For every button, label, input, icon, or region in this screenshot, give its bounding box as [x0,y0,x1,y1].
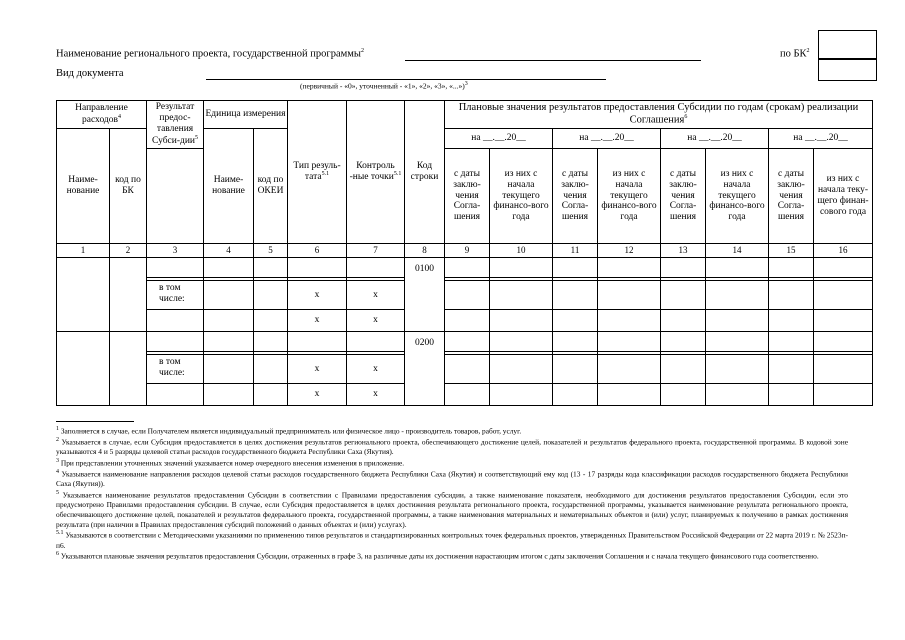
cell[interactable] [490,281,553,310]
cell[interactable] [598,281,661,310]
footnote-5-1: $^{5.1}$ Указываются в соответствии с Методическими указаниями по применению типов результатов и стандартизированных контрольных точек федеральных проектов, утвержденных Правительством Российской Федерации от 22 марта 2019 г. № 2523п-п6. [56,530,848,550]
doc-type-field[interactable] [206,79,606,80]
cell[interactable] [553,281,598,310]
cell[interactable] [147,332,204,352]
col-num: 9 [445,244,490,258]
cell[interactable] [553,258,598,278]
x-mark: x [347,281,405,310]
col-num: 10 [490,244,553,258]
cell[interactable] [706,258,769,278]
cell[interactable] [288,332,347,352]
since-agreement-header: с даты заклю-чения Согла-шения [445,149,490,244]
footnote-3: $^3$ При представлении уточненных значений указывается номер очередного внесения изменения в приложение. [56,458,405,468]
cell[interactable] [204,332,254,352]
col-num: 8 [405,244,445,258]
cell[interactable] [661,310,706,332]
footnotes [56,425,848,561]
cell[interactable] [706,384,769,406]
since-agreement-header: с даты заклю-чения Согла-шения [553,149,598,244]
cell[interactable] [204,281,254,310]
cell[interactable] [254,258,288,278]
row-code-cell: 0100 [405,258,445,332]
cell[interactable] [598,258,661,278]
col-num: 3 [147,244,204,258]
including-label: в том числе: [147,355,204,384]
since-agreement-header: с даты заклю-чения Согла-шения [661,149,706,244]
cell[interactable] [445,384,490,406]
col-num: 7 [347,244,405,258]
cell[interactable] [814,384,873,406]
cell[interactable] [553,310,598,332]
cell[interactable] [814,281,873,310]
cell[interactable] [445,332,490,352]
doc-type-code-box[interactable] [818,58,877,81]
cell[interactable] [769,281,814,310]
since-agreement-header: с даты заклю-чения Согла-шения [769,149,814,244]
cell[interactable] [814,332,873,352]
cell[interactable] [204,258,254,278]
direction-header: Направление расходов$^4$ [57,101,147,129]
cell[interactable] [769,310,814,332]
table-row [57,332,873,352]
col-num: 1 [57,244,110,258]
cell[interactable] [706,281,769,310]
footnote-4: $^4$ Указывается наименование направления расходов целевой статьи расходов государственного бюджета Республики Саха (Якутия) и соответствующий ему код (13 - 17 разряды кода классификации расходов государственного бюджета Республики Саха (Якутия)). [56,469,848,489]
cell[interactable] [661,384,706,406]
cell[interactable] [490,258,553,278]
footnote-1: $^1$ Заполняется в случае, если Получателем является индивидуальный предприниматель или физическое лицо - производитель товаров, работ, услуг. [56,426,522,436]
unit-name-header: Наиме-нование [204,129,254,244]
cell[interactable] [706,355,769,384]
cell[interactable] [204,355,254,384]
date-column-1: на __.__.20__ [445,129,553,149]
date-column-2: на __.__.20__ [553,129,661,149]
cell[interactable] [445,355,490,384]
cell[interactable] [445,310,490,332]
cell[interactable] [347,258,405,278]
cell[interactable] [445,281,490,310]
doc-type-label: Вид документа [56,68,124,79]
cell[interactable] [769,258,814,278]
table-row [57,258,873,278]
cell[interactable] [110,258,147,332]
row-code-cell: 0200 [405,332,445,406]
column-numbers-row [57,244,873,258]
bk-label: по $БК^2$ [780,48,810,60]
cell[interactable] [706,310,769,332]
col-num: 6 [288,244,347,258]
okei-header: код по ОКЕИ [254,129,288,244]
x-mark: x [288,281,347,310]
cell[interactable] [814,355,873,384]
project-label: Наименование регионального проекта, государственной программы$^2$ [56,48,364,60]
cell[interactable] [769,384,814,406]
cell[interactable] [661,258,706,278]
col-num: 11 [553,244,598,258]
since-year-header: из них с начала текущего финансо-вого года [706,149,769,244]
result-type-header: Тип резуль-тата$^{5.1}$ [288,101,347,244]
cell[interactable] [598,310,661,332]
date-column-3: на __.__.20__ [661,129,769,149]
since-year-header-last: из них с начала теку-щего финан-сового года [814,149,873,244]
x-mark: x [288,310,347,332]
footnote-2: $^2$ Указывается в случае, если Субсидия предоставляется в целях достижения результатов регионального проекта, обеспечивающего достижение целей, показателей и результатов федерального проекта, государственной программы. В кодовой зоне указываются 4 и 5 разряды целевой статьи расходов государственного бюджета Республики Саха (Якутия). [56,437,848,457]
col-num: 5 [254,244,288,258]
cell[interactable] [706,332,769,352]
cell[interactable] [254,355,288,384]
footnote-6: $^6$ Указываются плановые значения результатов предоставления Субсидии, отраженных в графе 3, на различные даты их достижения нарастающим итогом с даты заключения Соглашения и с начала текущего финансового года соответственно. [56,551,819,561]
project-field[interactable] [405,60,701,61]
table-row [57,310,873,332]
col-num: 4 [204,244,254,258]
cell[interactable] [57,332,110,406]
cell[interactable] [288,258,347,278]
cell[interactable] [254,281,288,310]
cell[interactable] [661,281,706,310]
row-code-header: Код строки [405,101,445,244]
cell[interactable] [553,332,598,352]
footnote-separator [56,421,134,422]
cell[interactable] [110,332,147,406]
cell[interactable] [445,258,490,278]
x-mark: x [347,384,405,406]
col-num: 12 [598,244,661,258]
cell[interactable] [204,384,254,406]
table-row [57,384,873,406]
direction-code-header: код по БК [110,129,147,244]
col-num: 15 [769,244,814,258]
col-num: 16 [814,244,873,258]
cell[interactable] [490,310,553,332]
direction-name-header: Наиме-нование [57,129,110,244]
x-mark: x [288,384,347,406]
cell[interactable] [814,310,873,332]
cell[interactable] [598,332,661,352]
cell[interactable] [204,310,254,332]
cell[interactable] [254,310,288,332]
including-label: в том числе: [147,281,204,310]
cell[interactable] [147,384,204,406]
cell[interactable] [553,384,598,406]
x-mark: x [288,355,347,384]
bk-code-box[interactable] [818,30,877,60]
cell[interactable] [147,258,204,278]
cell[interactable] [598,384,661,406]
cell[interactable] [769,332,814,352]
cell[interactable] [490,332,553,352]
cell[interactable] [147,310,204,332]
cell[interactable] [490,384,553,406]
cell[interactable] [661,355,706,384]
result-header: Результат предос-тавления Субси-дии$^5$ [147,101,204,149]
result-header-cont [147,149,204,244]
table-row [57,355,873,384]
cell[interactable] [254,332,288,352]
cell[interactable] [490,355,553,384]
col-num: 2 [110,244,147,258]
footnote-5: $^5$ Указывается наименование результатов предоставления Субсидии в соответствии с Правилами предоставления субсидии, а также наименование показателя, необходимого для достижения результатов предоставления Субсидии, если это предусмотрено Правилами предоставления субсидии. В случае, если Субсидия предоставляется в целях достижения результата регионального проекта, государственной программы, указывается наименование результата регионального проекта, обеспечивающего достижение целей, показателей и результатов федерального проекта, государственной программы, а также наименования материальных и нематериальных объектов и (или) услуг, планируемых к получению в рамках достижения результата (при наличии в Правилах предоставления субсидий положений о данных объектах и (или) услугах). [56,490,848,529]
planned-values-header: Плановые значения результатов предоставления Субсидии по годам (срокам) реализации Соглашения$^6$ [445,101,873,129]
cell[interactable] [347,332,405,352]
col-num: 13 [661,244,706,258]
cell[interactable] [769,355,814,384]
table-row [57,281,873,310]
cell[interactable] [661,332,706,352]
cell[interactable] [814,258,873,278]
cell[interactable] [57,258,110,332]
col-num: 14 [706,244,769,258]
x-mark: x [347,310,405,332]
since-year-header: из них с начала текущего финансо-вого года [490,149,553,244]
date-column-4: на __.__.20__ [769,129,873,149]
since-year-header: из них с начала текущего финансо-вого года [598,149,661,244]
results-table [56,100,873,406]
unit-header: Единица измерения [204,101,288,129]
cell[interactable] [254,384,288,406]
control-points-header: Контроль -ные точки$^{5.1}$ [347,101,405,244]
cell[interactable] [553,355,598,384]
cell[interactable] [598,355,661,384]
x-mark: x [347,355,405,384]
doc-type-hint: (первичный - «0», уточненный - «1», «2», «3», «...»)$^3$ [300,81,468,91]
